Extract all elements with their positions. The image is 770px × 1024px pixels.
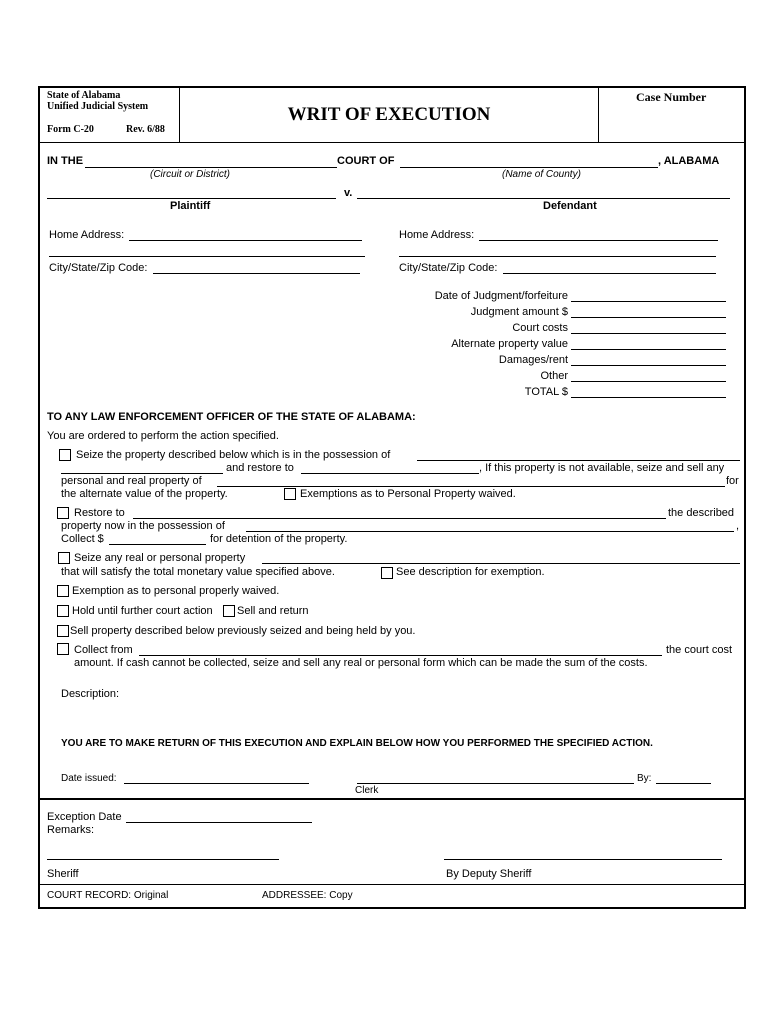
form-number: Form C-20 bbox=[47, 124, 94, 135]
plaintiff-home-address-field[interactable] bbox=[129, 240, 362, 241]
court-type-field[interactable] bbox=[85, 167, 337, 168]
plaintiff-city-field[interactable] bbox=[153, 273, 360, 274]
defendant-city-field[interactable] bbox=[503, 273, 716, 274]
header-rule bbox=[39, 142, 745, 143]
alabama-label: , ALABAMA bbox=[658, 155, 720, 167]
versus-label: v. bbox=[344, 187, 353, 199]
for-detention-text: for detention of the property. bbox=[210, 533, 348, 545]
collect-from-field[interactable] bbox=[139, 655, 662, 656]
exemptions-personal-checkbox[interactable] bbox=[284, 488, 296, 500]
defendant-home-address-field[interactable] bbox=[479, 240, 718, 241]
defendant-field[interactable] bbox=[357, 198, 730, 199]
restore-checkbox[interactable] bbox=[57, 507, 69, 519]
court-of-label: COURT OF bbox=[337, 155, 395, 167]
property-now-field[interactable] bbox=[246, 531, 734, 532]
remarks-label: Remarks: bbox=[47, 824, 95, 836]
will-satisfy-text: that will satisfy the total monetary value specified above. bbox=[61, 566, 335, 578]
collect-from-text: Collect from bbox=[74, 644, 133, 656]
possession-of-field[interactable] bbox=[417, 460, 740, 461]
orders-intro: You are ordered to perform the action specified. bbox=[47, 430, 279, 442]
plaintiff-home-address-label: Home Address: bbox=[49, 229, 125, 241]
in-the-label: IN THE bbox=[47, 155, 84, 167]
exemptions-personal-text: Exemptions as to Personal Property waived. bbox=[300, 488, 516, 500]
by-field[interactable] bbox=[656, 783, 711, 784]
restore-name-field[interactable] bbox=[133, 518, 666, 519]
sell-seized-checkbox[interactable] bbox=[57, 625, 69, 637]
date-issued-field[interactable] bbox=[124, 783, 309, 784]
court-costs-label: Court costs bbox=[512, 322, 568, 334]
defendant-label: Defendant bbox=[543, 200, 597, 212]
return-section-rule bbox=[39, 798, 745, 800]
orders-heading: TO ANY LAW ENFORCEMENT OFFICER OF THE STATE OF ALABAMA: bbox=[47, 411, 416, 423]
defendant-address-line2[interactable] bbox=[399, 256, 716, 257]
seize-any-field[interactable] bbox=[262, 563, 740, 564]
defendant-city-label: City/State/Zip Code: bbox=[399, 262, 498, 274]
addressee-label: ADDRESSEE: Copy bbox=[262, 890, 353, 901]
defendant-home-address-label: Home Address: bbox=[399, 229, 475, 241]
system-label: Unified Judicial System bbox=[47, 101, 149, 112]
seize-property-text: Seize the property described below which is in the possession of bbox=[76, 449, 391, 461]
exemption-waived-text: Exemption as to personal properly waived. bbox=[72, 585, 280, 597]
county-hint: (Name of County) bbox=[502, 169, 581, 180]
sell-return-text: Sell and return bbox=[237, 605, 309, 617]
case-number-label: Case Number bbox=[636, 90, 707, 104]
damages-label: Damages/rent bbox=[498, 354, 568, 366]
exception-date-label: Exception Date bbox=[47, 811, 122, 823]
hold-until-checkbox[interactable] bbox=[57, 605, 69, 617]
judgment-date-label: Date of Judgment/forfeiture bbox=[434, 290, 568, 302]
total-label: TOTAL $ bbox=[524, 386, 568, 398]
sheriff-label: Sheriff bbox=[47, 868, 79, 880]
return-instruction: YOU ARE TO MAKE RETURN OF THIS EXECUTION AND EXPLAIN BELOW HOW YOU PERFORMED THE SPECIFIED ACTION. bbox=[61, 738, 653, 749]
plaintiff-label: Plaintiff bbox=[170, 200, 211, 212]
other-label: Other bbox=[540, 370, 568, 382]
and-restore-to-text: and restore to bbox=[226, 462, 294, 474]
seize-property-checkbox[interactable] bbox=[59, 449, 71, 461]
damages-field[interactable] bbox=[571, 365, 726, 366]
clerk-label: Clerk bbox=[355, 785, 379, 796]
seize-any-checkbox[interactable] bbox=[58, 552, 70, 564]
sell-return-checkbox[interactable] bbox=[223, 605, 235, 617]
personal-real-property-field[interactable] bbox=[217, 486, 725, 487]
detention-amount-field[interactable] bbox=[109, 544, 206, 545]
hold-until-text: Hold until further court action bbox=[72, 605, 213, 617]
see-description-checkbox[interactable] bbox=[381, 567, 393, 579]
deputy-sheriff-label: By Deputy Sheriff bbox=[446, 868, 532, 880]
footer-rule bbox=[39, 884, 745, 885]
form-revision: Rev. 6/88 bbox=[126, 124, 165, 135]
restore-to-label: Restore to bbox=[74, 507, 125, 519]
document-title: WRIT OF EXECUTION bbox=[287, 104, 491, 125]
judgment-amount-label: Judgment amount $ bbox=[470, 306, 568, 318]
deputy-signature-field[interactable] bbox=[444, 859, 722, 860]
sell-seized-text: Sell property described below previously seized and being held by you. bbox=[70, 625, 416, 637]
personal-real-property-text: personal and real property of bbox=[61, 475, 202, 487]
the-described-text: the described bbox=[668, 507, 735, 519]
see-description-text: See description for exemption. bbox=[396, 566, 545, 578]
collect-from-checkbox[interactable] bbox=[57, 643, 69, 655]
judgment-date-field[interactable] bbox=[571, 301, 726, 302]
sheriff-signature-field[interactable] bbox=[47, 859, 279, 860]
judgment-amount-field[interactable] bbox=[571, 317, 726, 318]
court-costs-field[interactable] bbox=[571, 333, 726, 334]
alternate-value-text: the alternate value of the property. bbox=[61, 488, 228, 500]
exception-date-field[interactable] bbox=[126, 822, 312, 823]
seize-any-text: Seize any real or personal property bbox=[74, 552, 246, 564]
exemption-waived-checkbox[interactable] bbox=[57, 585, 69, 597]
state-label: State of Alabama bbox=[47, 90, 121, 101]
seize-owner-field[interactable] bbox=[61, 473, 223, 474]
court-cost-text: the court cost bbox=[666, 644, 733, 656]
by-label: By: bbox=[637, 773, 652, 784]
county-field[interactable] bbox=[400, 167, 658, 168]
plaintiff-field[interactable] bbox=[47, 198, 336, 199]
alt-property-value-field[interactable] bbox=[571, 349, 726, 350]
description-label: Description: bbox=[61, 688, 120, 700]
collect-dollar-label: Collect $ bbox=[61, 533, 104, 545]
alt-property-value-label: Alternate property value bbox=[451, 338, 568, 350]
cash-text: amount. If cash cannot be collected, seize and sell any real or personal form which can be made the sum of the costs. bbox=[74, 657, 648, 669]
date-issued-label: Date issued: bbox=[61, 773, 117, 784]
court-record-label: COURT RECORD: Original bbox=[47, 890, 169, 901]
circuit-hint: (Circuit or District) bbox=[150, 169, 230, 180]
clerk-signature-field[interactable] bbox=[357, 783, 634, 784]
property-now-text: property now in the possession of bbox=[61, 520, 225, 532]
total-field[interactable] bbox=[571, 397, 726, 398]
comma-text: , bbox=[736, 520, 740, 532]
header-divider-right bbox=[598, 87, 599, 142]
plaintiff-address-line2[interactable] bbox=[49, 256, 365, 257]
plaintiff-city-label: City/State/Zip Code: bbox=[49, 262, 148, 274]
restore-to-field[interactable] bbox=[301, 473, 479, 474]
other-field[interactable] bbox=[571, 381, 726, 382]
for-text: for bbox=[726, 475, 739, 487]
if-not-available-text: , If this property is not available, seize and sell any bbox=[479, 462, 725, 474]
